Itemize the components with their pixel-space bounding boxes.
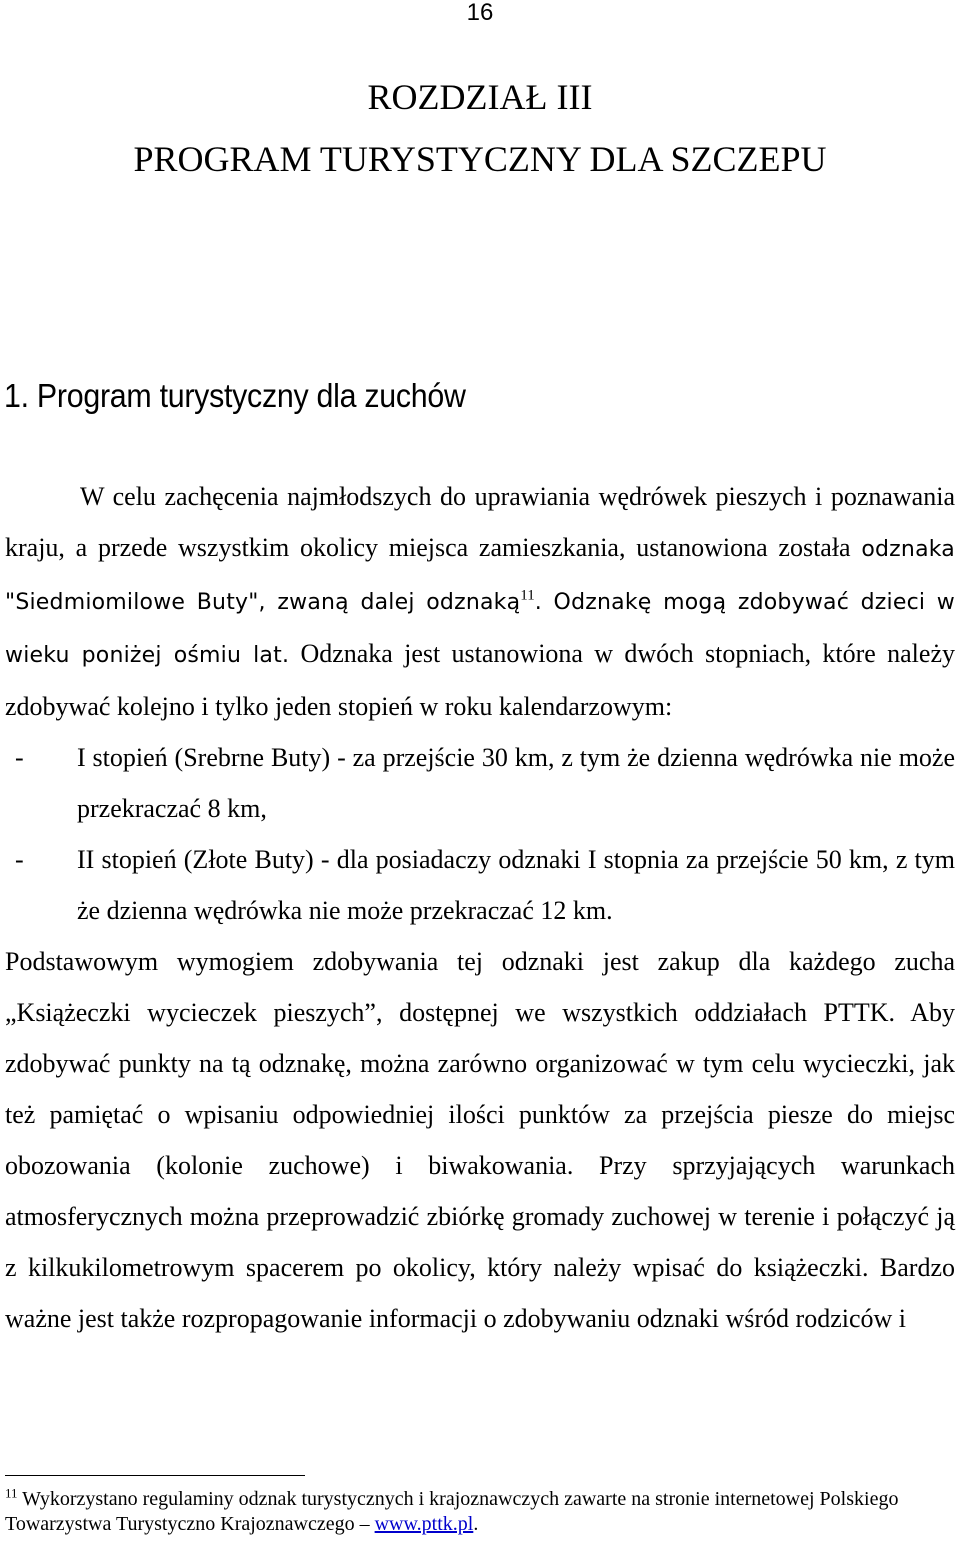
list-dash: -	[15, 845, 24, 874]
section-heading: 1. Program turystyczny dla zuchów	[4, 377, 466, 414]
chapter-title: PROGRAM TURYSTYCZNY DLA SZCZEPU	[133, 139, 827, 179]
list-dash: -	[15, 743, 24, 772]
footnote-reference[interactable]: 11	[520, 587, 535, 604]
footnote-number: 11	[5, 1485, 18, 1501]
list-item-level-2	[5, 834, 955, 936]
paragraph-intro	[5, 471, 955, 732]
paragraph-intro-text: W celu zachęcenia najmłodszych do uprawiania wędrówek pieszych i poznawania kraju, a przede wszystkim okolicy miejsca zamieszkania, ustanowiona została	[5, 482, 955, 562]
age-requirement-text: . Odznakę mogą zdobywać dzieci w wieku poniżej ośmiu lat.	[5, 590, 955, 668]
paragraph-requirements: Podstawowym wymogiem zdobywania tej odznaki jest zakup dla każdego zucha „Książeczki wycieczek pieszych”, dostępnej we wszystkich oddziałach PTTK. Aby zdobywać punkty na tą odznakę, można zarówno organizować w tym celu wycieczki, jak też pamiętać o wpisaniu odpowiedniej ilości punktów za przejścia piesze do miejsc obozowania (kolonie zuchowe) i biwakowania. Przy sprzyjających warunkach atmosferycznych można przeprowadzić zbiórkę gromady zuchowej w terenie i połączyć ją z kilkukilometrowym spacerem po okolicy, który należy wpisać do książeczki. Bardzo ważne jest także rozpropagowanie informacji o zdobywaniu odznaki wśród rodziców i	[5, 947, 955, 1333]
chapter-number: ROZDZIAŁ III	[367, 77, 593, 117]
list-item-level-1	[5, 732, 955, 834]
footnote	[5, 1487, 955, 1537]
badge-levels-text: Odznaka jest ustanowiona w dwóch stopniach, które należy zdobywać kolejno i tylko jeden stopień w roku kalendarzowym:	[5, 639, 955, 721]
body-text	[5, 471, 955, 1344]
footnote-divider	[5, 1475, 305, 1476]
pttk-link[interactable]: www.pttk.pl	[374, 1513, 474, 1535]
footnote-end: .	[473, 1513, 479, 1535]
page-number: 16	[466, 0, 494, 26]
list-item-text: I stopień (Srebrne Buty) - za przejście 30 km, z tym że dzienna wędrówka nie może przekraczać 8 km,	[77, 743, 955, 823]
footnote-text: Wykorzystano regulaminy odznak turystycznych i krajoznawczych zawarte na stronie internetowej Polskiego Towarzystwa Turystyczno Krajoznawczego –	[5, 1488, 899, 1535]
list-item-text: II stopień (Złote Buty) - dla posiadaczy odznaki I stopnia za przejście 50 km, z tym że dzienna wędrówka nie może przekraczać 12 km.	[77, 845, 955, 925]
badge-name-text: odznaka "Siedmiomilowe Buty", zwaną dalej odznaką	[5, 537, 955, 615]
